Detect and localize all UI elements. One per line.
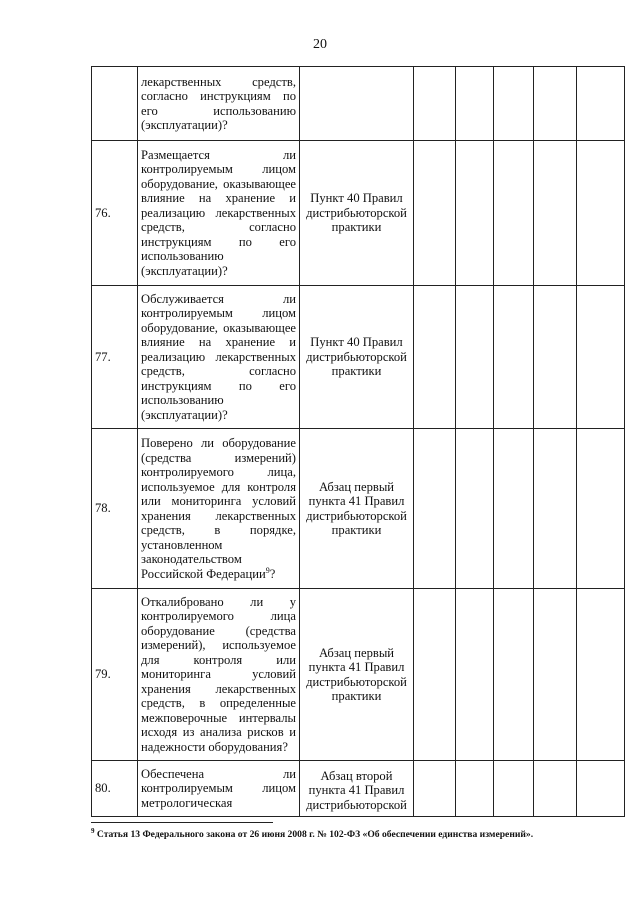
empty-cell (456, 67, 494, 141)
legal-basis-cell: Абзац первый пункта 41 Правил дистрибьюторской практики (300, 429, 414, 589)
empty-cell (456, 589, 494, 761)
footnote-mark: 9 (91, 826, 95, 835)
question-cell (138, 589, 300, 761)
empty-cell (414, 286, 456, 429)
question-cell (138, 429, 300, 589)
row-number: 78. (92, 429, 138, 589)
empty-cell (494, 429, 534, 589)
footnote-divider (91, 822, 273, 823)
empty-cell (577, 429, 625, 589)
empty-cell (534, 589, 577, 761)
empty-cell (494, 761, 534, 817)
legal-basis-cell: Абзац первый пункта 41 Правил дистрибьюторской практики (300, 589, 414, 761)
empty-cell (534, 286, 577, 429)
footnote-text: Статья 13 Федерального закона от 26 июня 2008 г. № 102-ФЗ «Об обеспечении единства измерений». (94, 829, 534, 840)
empty-cell (414, 141, 456, 286)
empty-cell (577, 286, 625, 429)
empty-cell (577, 141, 625, 286)
question-body: Поверено ли оборудование (средства измерений) контролируемого лица, используемое для контроля или мониторинга условий хранения лекарственных средств, в порядке, установленном законодательством Российской Федерации (141, 436, 296, 581)
row-number (92, 67, 138, 141)
question-text (141, 436, 296, 581)
table-row (92, 67, 625, 141)
table-row (92, 429, 625, 589)
table-row (92, 589, 625, 761)
legal-basis-cell: Пункт 40 Правил дистрибьюторской практики (300, 141, 414, 286)
empty-cell (577, 761, 625, 817)
legal-basis-cell: Пункт 40 Правил дистрибьюторской практики (300, 286, 414, 429)
empty-cell (577, 67, 625, 141)
empty-cell (494, 589, 534, 761)
checklist-table (91, 66, 625, 817)
question-end: ? (269, 566, 276, 581)
empty-cell (456, 429, 494, 589)
question-cell (138, 286, 300, 429)
footnote-ref: 9 (265, 565, 270, 575)
empty-cell (414, 589, 456, 761)
legal-basis-cell: Абзац второй пункта 41 Правил дистрибьюторской (300, 761, 414, 817)
empty-cell (494, 67, 534, 141)
table-row (92, 761, 625, 817)
question-cell (138, 67, 300, 141)
empty-cell (494, 286, 534, 429)
empty-cell (534, 429, 577, 589)
question-text: лекарственных средств, согласно инструкциям по его использованию (эксплуатации)? (141, 74, 296, 132)
table-row (92, 286, 625, 429)
empty-cell (577, 589, 625, 761)
empty-cell (534, 761, 577, 817)
footnote (91, 826, 591, 840)
empty-cell (456, 761, 494, 817)
table-row (92, 141, 625, 286)
empty-cell (456, 141, 494, 286)
question-text: Откалибровано ли у контролируемого лица оборудование (средства измерений), используемое для контроля или мониторинга условий хранения лекарственных средств, в определенные межповерочные интервалы исходя из анализа рисков и надежности оборудования? (141, 594, 296, 754)
row-number: 77. (92, 286, 138, 429)
empty-cell (534, 67, 577, 141)
question-text: Обеспечена ли контролируемым лицом метрологическая (141, 766, 296, 810)
row-number: 80. (92, 761, 138, 817)
empty-cell (414, 429, 456, 589)
empty-cell (494, 141, 534, 286)
empty-cell (534, 141, 577, 286)
question-cell (138, 141, 300, 286)
empty-cell (414, 67, 456, 141)
page-number: 20 (313, 37, 327, 52)
empty-cell (414, 761, 456, 817)
question-cell (138, 761, 300, 817)
row-number: 76. (92, 141, 138, 286)
question-text: Размещается ли контролируемым лицом оборудование, оказывающее влияние на хранение и реализацию лекарственных средств, согласно инструкциям по его использованию (эксплуатации)? (141, 147, 296, 278)
question-text: Обслуживается ли контролируемым лицом оборудование, оказывающее влияние на хранение и реализацию лекарственных средств, согласно инструкциям по его использованию (эксплуатации)? (141, 291, 296, 422)
empty-cell (456, 286, 494, 429)
legal-basis-cell (300, 67, 414, 141)
row-number: 79. (92, 589, 138, 761)
